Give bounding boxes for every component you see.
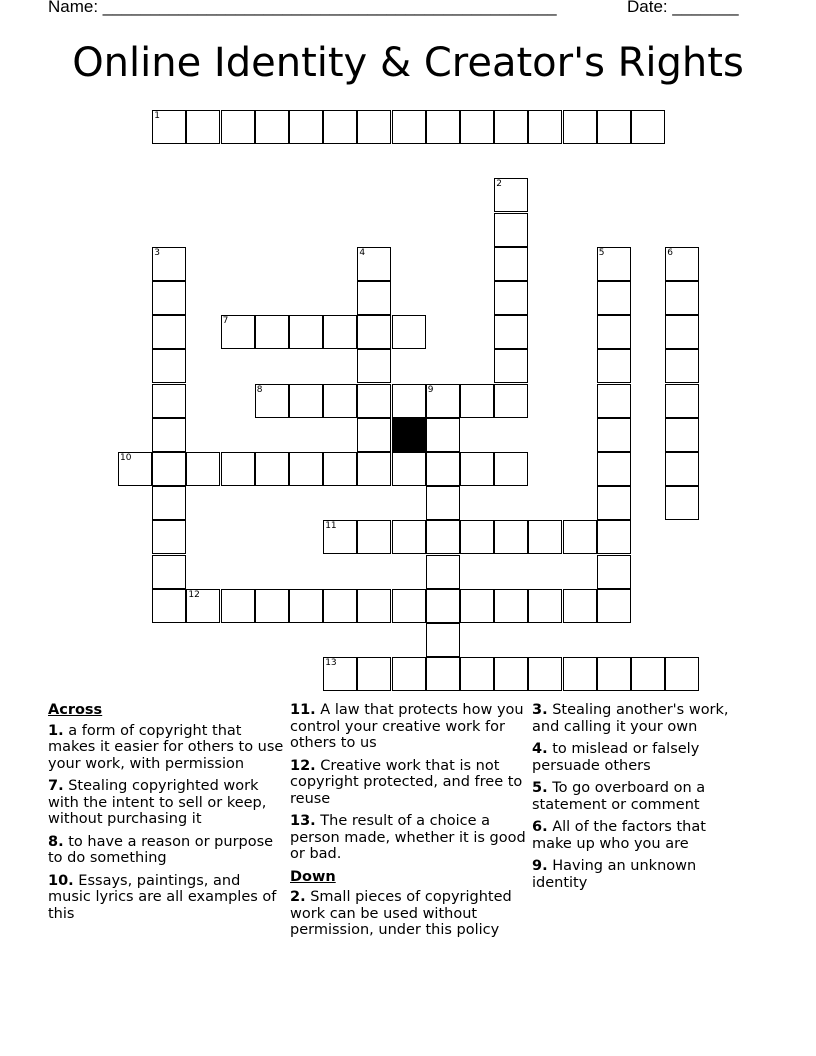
- grid-cell[interactable]: [563, 110, 597, 144]
- grid-cell[interactable]: [392, 589, 426, 623]
- grid-cell[interactable]: [426, 384, 460, 418]
- date-field-label: Date: _______: [627, 0, 739, 16]
- clue-across-12: [290, 758, 526, 808]
- clue-number: 12.: [290, 757, 316, 774]
- grid-cell[interactable]: [528, 520, 562, 554]
- grid-number: 4: [359, 247, 366, 258]
- grid-cell[interactable]: [665, 384, 699, 418]
- grid-number: 3: [154, 247, 160, 258]
- grid-cell[interactable]: [597, 555, 631, 589]
- grid-cell[interactable]: [221, 315, 255, 349]
- clue-number: 7.: [48, 778, 64, 794]
- grid-cell[interactable]: [118, 452, 152, 486]
- grid-cell[interactable]: [597, 384, 631, 418]
- grid-cell[interactable]: [186, 110, 220, 144]
- grid-number: 9: [427, 384, 434, 395]
- grid-cell[interactable]: [494, 281, 528, 315]
- grid-cell[interactable]: [323, 520, 357, 554]
- grid-cell[interactable]: [460, 110, 494, 144]
- grid-cell[interactable]: [392, 315, 426, 349]
- grid-cell[interactable]: [460, 384, 494, 418]
- grid-cell[interactable]: [597, 418, 631, 452]
- grid-cell[interactable]: [255, 315, 289, 349]
- grid-cell[interactable]: [255, 110, 289, 144]
- grid-cell[interactable]: [494, 657, 528, 691]
- grid-cell[interactable]: [289, 589, 323, 623]
- clue-text: a form of copyright that makes it easier for others to use your work, with permission: [48, 722, 284, 772]
- grid-cell[interactable]: [426, 657, 460, 691]
- clue-number: 1.: [48, 722, 64, 739]
- grid-cell[interactable]: [392, 520, 426, 554]
- grid-cell[interactable]: [152, 384, 186, 418]
- grid-cell[interactable]: [597, 520, 631, 554]
- grid-cell[interactable]: [392, 657, 426, 691]
- grid-cell[interactable]: [426, 623, 460, 657]
- clue-number: 5.: [532, 780, 548, 796]
- grid-cell[interactable]: [152, 418, 186, 452]
- clue-text: A law that protects how you control your creative work for others to us: [290, 702, 524, 751]
- clues-column-3: [532, 702, 744, 897]
- grid-cell[interactable]: [323, 384, 357, 418]
- grid-cell[interactable]: [665, 418, 699, 452]
- clue-number: 6.: [532, 819, 548, 835]
- grid-number: 10: [120, 453, 132, 463]
- grid-cell[interactable]: [563, 657, 597, 691]
- grid-cell[interactable]: [357, 247, 391, 281]
- grid-cell[interactable]: [152, 452, 186, 486]
- grid-cell[interactable]: [186, 452, 220, 486]
- grid-cell[interactable]: [631, 110, 665, 144]
- clue-text: to have a reason or purpose to do something: [48, 833, 274, 866]
- grid-number: 1: [154, 111, 160, 121]
- clue-down-9: [532, 858, 744, 891]
- clue-number: 2.: [290, 889, 306, 905]
- clue-text: Stealing copyrighted work with the intent to sell or keep, without purchasing it: [48, 778, 267, 827]
- clue-text: Creative work that is not copyright protected, and free to reuse: [290, 757, 523, 807]
- clue-text: Having an unknown identity: [532, 858, 697, 891]
- grid-cell[interactable]: [494, 110, 528, 144]
- clue-down-5: [532, 780, 744, 813]
- grid-cell[interactable]: [665, 315, 699, 349]
- grid-cell[interactable]: [255, 452, 289, 486]
- grid-number: 8: [256, 384, 263, 395]
- clues-column-2: [290, 702, 526, 945]
- grid-cell[interactable]: [494, 452, 528, 486]
- grid-number: 13: [325, 658, 337, 669]
- grid-cell[interactable]: [665, 452, 699, 486]
- grid-cell[interactable]: [528, 589, 562, 623]
- grid-cell[interactable]: [494, 384, 528, 418]
- grid-cell[interactable]: [152, 315, 186, 349]
- grid-cell[interactable]: [494, 589, 528, 623]
- grid-cell[interactable]: [357, 657, 391, 691]
- grid-cell[interactable]: [563, 520, 597, 554]
- clue-number: 9.: [532, 858, 548, 874]
- grid-cell[interactable]: [426, 520, 460, 554]
- grid-cell[interactable]: [494, 520, 528, 554]
- grid-cell[interactable]: [357, 315, 391, 349]
- grid-cell[interactable]: [323, 315, 357, 349]
- grid-cell[interactable]: [426, 110, 460, 144]
- clue-across-1: [48, 723, 284, 773]
- grid-cell[interactable]: [528, 657, 562, 691]
- grid-cell[interactable]: [357, 281, 391, 315]
- grid-cell[interactable]: [597, 349, 631, 383]
- clue-number: 13.: [290, 813, 316, 829]
- grid-cell[interactable]: [665, 486, 699, 520]
- clue-text: The result of a choice a person made, whether it is good or bad.: [290, 813, 526, 862]
- grid-cell[interactable]: [426, 589, 460, 623]
- grid-cell[interactable]: [665, 349, 699, 383]
- grid-number: 2: [496, 179, 502, 190]
- grid-cell[interactable]: [665, 247, 699, 281]
- grid-number: 5: [598, 247, 605, 258]
- grid-cell[interactable]: [426, 555, 460, 589]
- grid-cell[interactable]: [597, 281, 631, 315]
- grid-cell[interactable]: [392, 110, 426, 144]
- clue-across-8: [48, 834, 284, 867]
- grid-cell[interactable]: [289, 315, 323, 349]
- grid-cell[interactable]: [597, 657, 631, 691]
- grid-number: 7: [222, 316, 229, 327]
- clue-across-10: [48, 873, 284, 923]
- grid-cell[interactable]: [221, 110, 255, 144]
- grid-cell[interactable]: [665, 657, 699, 691]
- grid-cell[interactable]: [357, 418, 391, 452]
- grid-cell[interactable]: [186, 589, 220, 623]
- grid-cell[interactable]: [631, 657, 665, 691]
- clue-number: 8.: [48, 833, 64, 850]
- grid-cell[interactable]: [392, 452, 426, 486]
- clue-text: Stealing another's work, and calling it your own: [532, 702, 729, 735]
- grid-cell[interactable]: [152, 349, 186, 383]
- grid-cell[interactable]: [357, 452, 391, 486]
- grid-cell[interactable]: [152, 555, 186, 589]
- grid-cell[interactable]: [323, 589, 357, 623]
- grid-cell[interactable]: [289, 452, 323, 486]
- grid-cell[interactable]: [597, 315, 631, 349]
- grid-cell[interactable]: [357, 589, 391, 623]
- grid-cell[interactable]: [289, 110, 323, 144]
- grid-cell[interactable]: [221, 452, 255, 486]
- clue-across-13: [290, 813, 526, 863]
- grid-block: [392, 418, 426, 452]
- grid-cell[interactable]: [460, 589, 494, 623]
- grid-cell[interactable]: [597, 247, 631, 281]
- across-heading: Across: [48, 702, 103, 718]
- clue-down-4: [532, 741, 744, 774]
- grid-cell[interactable]: [494, 315, 528, 349]
- clue-text: to mislead or falsely persuade others: [532, 741, 700, 774]
- grid-cell[interactable]: [255, 589, 289, 623]
- clue-text: All of the factors that make up who you are: [532, 819, 706, 852]
- grid-cell[interactable]: [357, 349, 391, 383]
- grid-cell[interactable]: [323, 657, 357, 691]
- clue-text: Essays, paintings, and music lyrics are all examples of this: [48, 872, 277, 922]
- grid-cell[interactable]: [221, 589, 255, 623]
- grid-cell[interactable]: [152, 110, 186, 144]
- grid-number: 6: [667, 247, 673, 258]
- clue-down-3: [532, 702, 744, 735]
- grid-cell[interactable]: [528, 110, 562, 144]
- clue-across-7: [48, 778, 284, 828]
- grid-cell[interactable]: [289, 384, 323, 418]
- clue-across-11: [290, 702, 526, 752]
- name-field-label: Name: ________________________________________________: [48, 0, 557, 16]
- grid-number: 11: [325, 521, 337, 532]
- grid-cell[interactable]: [152, 247, 186, 281]
- grid-cell[interactable]: [152, 281, 186, 315]
- grid-cell[interactable]: [597, 110, 631, 144]
- clue-text: Small pieces of copyrighted work can be used without permission, under this policy: [290, 889, 512, 938]
- grid-cell[interactable]: [494, 247, 528, 281]
- clue-down-2: [290, 889, 526, 939]
- clue-down-6: [532, 819, 744, 852]
- clues-column-1: [48, 702, 284, 928]
- page-title: Online Identity & Creator's Rights: [72, 40, 744, 86]
- grid-cell[interactable]: [357, 520, 391, 554]
- grid-cell[interactable]: [597, 486, 631, 520]
- down-heading: Down: [290, 868, 336, 885]
- grid-cell[interactable]: [563, 589, 597, 623]
- grid-cell[interactable]: [392, 384, 426, 418]
- grid-cell[interactable]: [494, 349, 528, 383]
- grid-cell[interactable]: [152, 486, 186, 520]
- grid-cell[interactable]: [460, 520, 494, 554]
- grid-cell[interactable]: [323, 452, 357, 486]
- grid-cell[interactable]: [357, 110, 391, 144]
- clue-number: 4.: [532, 741, 548, 757]
- clue-number: 10.: [48, 872, 74, 889]
- grid-number: 12: [188, 589, 200, 600]
- grid-cell[interactable]: [152, 589, 186, 623]
- clue-number: 3.: [532, 702, 548, 718]
- grid-cell[interactable]: [323, 110, 357, 144]
- clue-number: 11.: [290, 702, 316, 718]
- grid-cell[interactable]: [665, 281, 699, 315]
- grid-cell[interactable]: [152, 520, 186, 554]
- grid-cell[interactable]: [460, 657, 494, 691]
- grid-cell[interactable]: [426, 486, 460, 520]
- grid-cell[interactable]: [426, 418, 460, 452]
- grid-cell[interactable]: [426, 452, 460, 486]
- grid-cell[interactable]: [357, 384, 391, 418]
- clue-text: To go overboard on a statement or comment: [532, 780, 706, 813]
- grid-cell[interactable]: [494, 178, 528, 212]
- grid-cell[interactable]: [597, 589, 631, 623]
- grid-cell[interactable]: [494, 213, 528, 247]
- grid-cell[interactable]: [460, 452, 494, 486]
- grid-cell[interactable]: [597, 452, 631, 486]
- grid-cell[interactable]: [255, 384, 289, 418]
